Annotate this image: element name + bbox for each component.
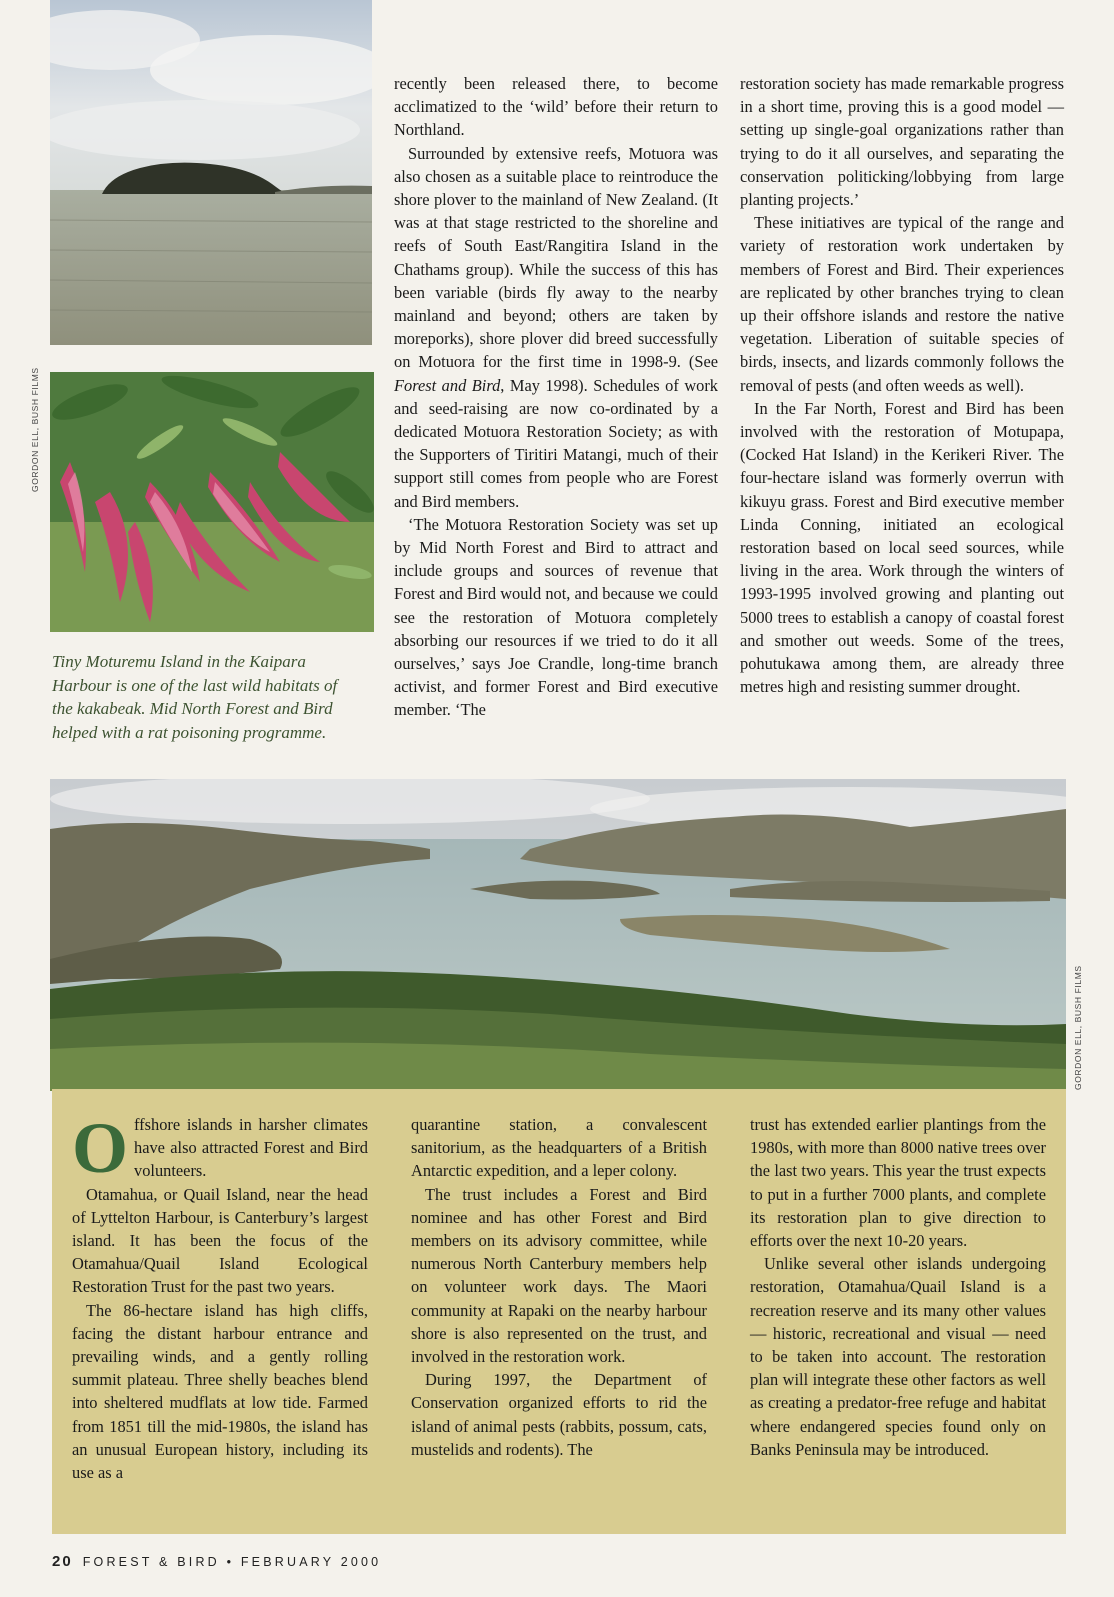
- drop-cap: O: [72, 1108, 129, 1188]
- page-footer: [52, 1553, 381, 1570]
- paragraph: ‘The Motuora Restoration Society was set up by Mid North Forest and Bird to attract and include groups and sources of revenue that Forest and Bird would not, and because we could see the restoration of Motuora completely absorbing our resources if we tried to do it all ourselves,’ says Joe Crandle, long-time branch activist, and former Forest and Bird executive member. ‘The: [394, 514, 718, 720]
- paragraph: Otamahua, or Quail Island, near the head of Lyttelton Harbour, is Canterbury’s largest island. It has been the focus of the Otamahua/Quail Island Ecological Restoration Trust for the past two years.: [72, 1184, 368, 1297]
- paragraph: trust has extended earlier plantings from the 1980s, with more than 8000 native trees over the last two years. This year the trust expects to put in a further 7000 plants, and complete its restoration plan to give direction to efforts over the next 10-20 years.: [750, 1115, 1046, 1251]
- harbour-photo-icon: [50, 779, 1066, 1091]
- article-column-2: [394, 72, 718, 722]
- sidebar-panel: [52, 1089, 1066, 1534]
- panel-column-1: [72, 1108, 368, 1484]
- photo-credit-left: GORDON ELL, BUSH FILMS: [30, 367, 40, 492]
- paragraph: Unlike several other islands undergoing restoration, Otamahua/Quail Island is a recreation reserve and its many other values — historic, recreational and visual — need to be taken into account. The restoration plan will integrate these other factors as well as creating a predator-free refuge and habitat where endangered species found only on Banks Peninsula may be introduced.: [750, 1254, 1046, 1459]
- paragraph: During 1997, the Department of Conservation organized efforts to rid the island of animal pests (rabbits, possum, cats, mustelids and rodents). The: [411, 1370, 707, 1459]
- page-number: 20: [52, 1553, 73, 1570]
- panel-column-3: [750, 1113, 1046, 1461]
- publication-line: FOREST & BIRD • FEBRUARY 2000: [82, 1555, 382, 1569]
- paragraph: quarantine station, a convalescent sanitorium, as the headquarters of a British Antarctic expedition, and a leper colony.: [411, 1115, 707, 1181]
- paragraph: Surrounded by extensive reefs, Motuora was also chosen as a suitable place to reintroduce the shore plover to the mainland of New Zealand. (It was at that stage restricted to the shoreline and reefs of South East/Rangitira Island in the Chathams group). While the success of this has been variable (birds fly away to the nearby mainland and beyond; others are taken by moreporks), shore plover did breed successfully on Motuora for the first time in 1998-9. (See Forest and Bird, May 1998). Schedules of work and seed-raising are now co-ordinated by a dedicated Motuora Restoration Society; as with the Supporters of Tiritiri Matangi, much of their support still comes from people who are Forest and Bird members.: [394, 143, 718, 511]
- paragraph: Offshore islands in harsher climates have also attracted Forest and Bird volunteers.: [72, 1108, 368, 1188]
- harbour-panorama-photo: [50, 779, 1066, 1091]
- photo-caption: Tiny Moturemu Island in the Kaipara Harbour is one of the last wild habitats of the kakabeak. Mid North Forest and Bird helped with a rat poisoning programme.: [52, 652, 338, 742]
- article-column-3: [740, 72, 1064, 698]
- island-photo: [50, 0, 372, 345]
- flower-photo-icon: [50, 372, 374, 632]
- paragraph: recently been released there, to become acclimatized to the ‘wild’ before their return to Northland.: [394, 74, 718, 140]
- paragraph: In the Far North, Forest and Bird has been involved with the restoration of Motupapa, (Cocked Hat Island) in the Kerikeri River. The four-hectare island was formerly overrun with kikuyu grass. Forest and Bird executive member Linda Conning, initiated an ecological restoration based on local seed sources, while living in the area. Work through the winters of 1993-1995 involved growing and planting out 5000 trees to establish a canopy of coastal forest and smother out weeds. Some of the trees, pohutukawa among them, are already three metres high and resisting summer drought.: [740, 398, 1064, 697]
- paragraph: restoration society has made remarkable progress in a short time, proving this is a good model — setting up single-goal organizations rather than trying to do it all ourselves, and separating the conservation politicking/lobbying from large planting projects.’: [740, 74, 1064, 210]
- kakabeak-photo: [50, 372, 374, 632]
- photo-credit-right: GORDON ELL, BUSH FILMS: [1073, 965, 1083, 1090]
- paragraph: The trust includes a Forest and Bird nominee and has other Forest and Bird members on its advisory committee, while numerous North Canterbury members help on volunteer work days. The Maori community at Rapaki on the nearby harbour shore is also represented on the trust, and involved in the restoration work.: [411, 1184, 707, 1367]
- island-photo-icon: [50, 0, 372, 345]
- paragraph: These initiatives are typical of the range and variety of restoration work undertaken by members of Forest and Bird. Their experiences are replicated by other branches trying to clean up their offshore islands and restore the native vegetation. Liberation of suitable species of birds, insects, and lizards commonly follows the removal of pests (and often weeds as well).: [740, 213, 1064, 395]
- paragraph: The 86-hectare island has high cliffs, facing the distant harbour entrance and prevailing winds, and a gently rolling summit plateau. Three shelly beaches blend into sheltered mudflats at low tide. Farmed from 1851 till the mid-1980s, the island has an unusual European history, including its use as a: [72, 1300, 368, 1483]
- panel-column-2: [411, 1113, 707, 1461]
